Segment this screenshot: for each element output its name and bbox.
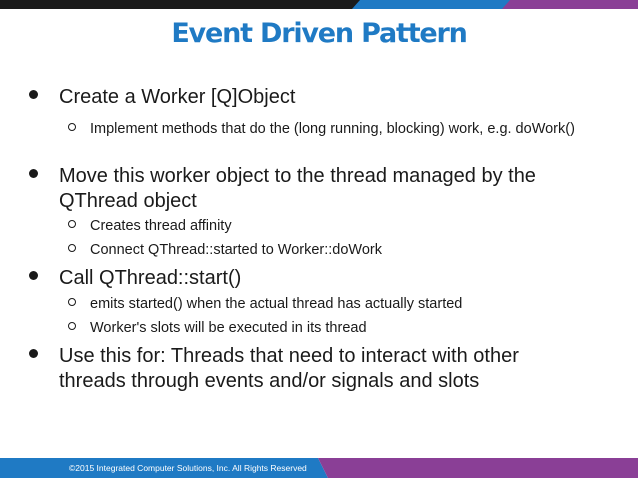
bullet-text: Move this worker object to the thread managed by the QThread object: [59, 165, 536, 212]
sub-bullet-text: Connect QThread::started to Worker::doWork: [90, 242, 383, 258]
sub-bullet-circle-icon: [68, 244, 76, 252]
bullet-dot-icon: [29, 90, 38, 99]
sub-bullet-text: emits started() when the actual thread has actually started: [90, 296, 463, 312]
sub-bullet-circle-icon: [68, 322, 76, 330]
bullet-text: Call QThread::start(): [59, 267, 242, 289]
sub-bullet-text: Worker's slots will be executed in its thread: [90, 320, 367, 336]
slide-title: Event Driven Pattern: [171, 18, 467, 49]
bullet-dot-icon: [29, 271, 38, 280]
footer-copyright: ©2015 Integrated Computer Solutions, Inc. All Rights Reserved: [69, 463, 307, 473]
sub-bullet-text: Creates thread affinity: [90, 218, 232, 234]
bullet-dot-icon: [29, 169, 38, 178]
bullet-dot-icon: [29, 349, 38, 358]
sub-bullet-circle-icon: [68, 298, 76, 306]
sub-bullet-text: Implement methods that do the (long running, blocking) work, e.g. doWork(): [90, 121, 575, 137]
bullet-text: Use this for: Threads that need to interact with other threads through events and/or signals and slots: [59, 345, 519, 392]
bullet-text: Create a Worker [Q]Object: [59, 86, 296, 108]
sub-bullet-circle-icon: [68, 220, 76, 228]
sub-bullet-circle-icon: [68, 123, 76, 131]
